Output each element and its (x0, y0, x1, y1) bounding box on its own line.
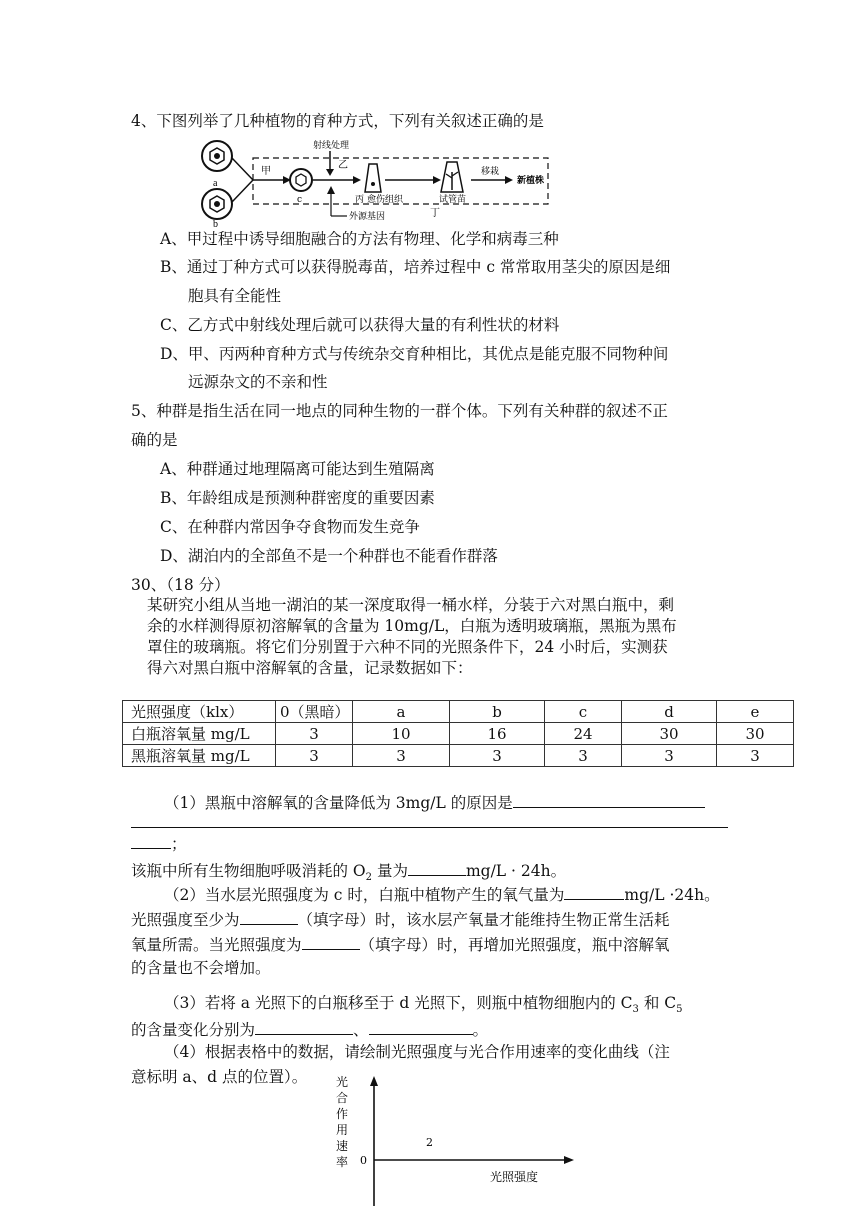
q5-option-d: D、湖泊内的全部鱼不是一个种群也不能看作群落 (160, 547, 498, 565)
q30-part2-line4: 的含量也不会增加。 (131, 959, 271, 977)
svg-text:用: 用 (336, 1123, 349, 1137)
q30-part2-line1: （2）当水层光照强度为 c 时，白瓶中植物产生的氧气量为 mg/L ·24h。 (164, 883, 720, 905)
table-cell: e (717, 701, 794, 723)
svg-text:作: 作 (336, 1107, 349, 1121)
table-cell: 3 (622, 745, 717, 767)
label-yi: 乙 (338, 160, 348, 171)
table-cell: 3 (545, 745, 622, 767)
q5-stem: 5、种群是指生活在同一地点的同种生物的一群个体。下列有关种群的叙述不正 (131, 402, 668, 420)
table-cell: b (450, 701, 545, 723)
q4-stem: 4、下图列举了几种植物的育种方式，下列有关叙述正确的是 (131, 112, 544, 130)
table-cell: 30 (717, 723, 794, 745)
table-cell: c (545, 701, 622, 723)
table-cell: 3 (353, 745, 450, 767)
table-cell: 3 (717, 745, 794, 767)
q30-part4-line1: （4）根据表格中的数据，请绘制光照强度与光合作用速率的变化曲线（注 (164, 1043, 670, 1061)
answer-blank-1c[interactable] (408, 859, 466, 876)
table-row (123, 723, 794, 745)
svg-text:率: 率 (336, 1155, 349, 1169)
q4-option-d: D、甲、丙两种育种方式与传统杂交育种相比，其优点是能克服不同物种间 (160, 345, 669, 363)
table-cell: 白瓶溶氧量 mg/L (123, 723, 276, 745)
breeding-methods-diagram (195, 136, 555, 228)
table-cell: 0（黑暗） (276, 701, 353, 723)
q4-option-d-cont: 远源杂文的不亲和性 (188, 373, 328, 391)
y-tick-label: 2 (426, 1136, 433, 1149)
answer-blank-2c[interactable] (302, 933, 360, 950)
answer-blank-3b[interactable] (369, 1018, 473, 1035)
label-ding: 丁 (430, 208, 440, 219)
label-bing: 丙 (355, 195, 365, 205)
svg-text:合: 合 (336, 1091, 349, 1105)
table-cell: 24 (545, 723, 622, 745)
label-c: c (297, 195, 303, 205)
q30-part3-line2: 的含量变化分别为 、 。 (131, 1018, 488, 1040)
q4-option-c: C、乙方式中射线处理后就可以获得大量的有利性状的材料 (160, 316, 560, 334)
q4-option-b-cont: 胞具有全能性 (188, 287, 282, 305)
table-cell: 10 (353, 723, 450, 745)
svg-text:速: 速 (336, 1139, 349, 1153)
answer-blank-1a[interactable] (513, 791, 705, 808)
label-a: a (213, 178, 218, 189)
cell-c-icon (290, 169, 312, 191)
q30-part2-line3: 氧量所需。当光照强度为 （填字母）时，再增加光照强度，瓶中溶解氧 (131, 933, 670, 955)
answer-blank-line[interactable] (131, 827, 728, 828)
q4-option-a: A、甲过程中诱导细胞融合的方法有物理、化学和病毒三种 (160, 230, 559, 248)
q30-intro-3: 罩住的玻璃瓶。将它们分别置于六种不同的光照条件下，24 小时后，实测获 (147, 638, 668, 656)
blank-axes-figure (330, 1066, 590, 1206)
q30-part1-line2: ； (131, 832, 187, 854)
table-cell: 3 (450, 745, 545, 767)
label-radiation: 射线处理 (313, 141, 350, 151)
q30-part3-line1: （3）若将 a 光照下的白瓶移至于 d 光照下，则瓶中植物细胞内的 $C_3$ 和 $C_5$ (164, 994, 683, 1016)
table-cell: 3 (276, 723, 353, 745)
q4-option-b: B、通过丁种方式可以获得脱毒苗，培养过程中 c 常常取用茎尖的原因是细 (160, 258, 671, 276)
table-cell: 3 (276, 745, 353, 767)
q30-part1-line3: 该瓶中所有生物细胞呼吸消耗的 $O_2$ 量为 mg/L · 24h。 (131, 859, 566, 888)
origin-label: 0 (360, 1154, 367, 1167)
seedling-flask-icon (441, 162, 463, 192)
q30-part1-line1: （1）黑瓶中溶解氧的含量降低为 3mg/L 的原因是 (164, 791, 705, 813)
y-axis-arrow-icon (370, 1076, 378, 1086)
answer-blank-1b[interactable] (131, 832, 171, 849)
table-cell: 光照强度（klx） (123, 701, 276, 723)
q5-option-c: C、在种群内常因争夺食物而发生竞争 (160, 518, 420, 536)
answer-blank-2a[interactable] (564, 883, 624, 900)
q5-option-a: A、种群通过地理隔离可能达到生殖隔离 (160, 460, 435, 478)
label-jia: 甲 (261, 166, 271, 177)
answer-blank-2b[interactable] (240, 908, 298, 925)
x-axis-arrow-icon (564, 1156, 574, 1164)
q30-intro-4: 得六对黑白瓶中溶解氧的含量，记录数据如下： (147, 659, 473, 677)
q5-stem-cont: 确的是 (131, 431, 178, 449)
q30-title: 30、（18 分） (131, 576, 230, 594)
label-foreign-gene: 外源基因 (349, 212, 386, 222)
table-cell: a (353, 701, 450, 723)
dissolved-oxygen-table (122, 700, 794, 767)
callus-flask-icon (365, 164, 381, 192)
label-b: b (213, 219, 218, 228)
table-header-row (123, 701, 794, 723)
q30-intro-2: 余的水样测得原初溶解氧的含量为 10mg/L，白瓶为透明玻璃瓶，黑瓶为黑布 (147, 617, 677, 635)
cell-a-icon (202, 141, 232, 171)
cell-b-icon (202, 189, 232, 219)
table-cell: 16 (450, 723, 545, 745)
q30-part4-line2: 意标明 a、d 点的位置）。 (131, 1068, 308, 1086)
table-cell: 30 (622, 723, 717, 745)
svg-text:光: 光 (336, 1075, 349, 1089)
label-transplant: 移栽 (481, 167, 500, 177)
label-callus: 愈伤组织 (367, 195, 404, 205)
label-new-plant: 新植株 (517, 176, 545, 186)
answer-blank-3a[interactable] (255, 1018, 353, 1035)
table-row (123, 745, 794, 767)
y-axis-label (336, 1074, 348, 1169)
x-axis-label: 光照强度 (490, 1170, 539, 1184)
q5-option-b: B、年龄组成是预测种群密度的重要因素 (160, 489, 435, 507)
table-cell: d (622, 701, 717, 723)
label-test-tube-seedling: 试管苗 (439, 195, 467, 205)
q30-part2-line2: 光照强度至少为 （填字母）时，该水层产氧量才能维持生物正常生活耗 (131, 908, 670, 930)
table-cell: 黑瓶溶氧量 mg/L (123, 745, 276, 767)
q30-intro-1: 某研究小组从当地一湖泊的某一深度取得一桶水样，分装于六对黑白瓶中，剩 (147, 596, 675, 614)
